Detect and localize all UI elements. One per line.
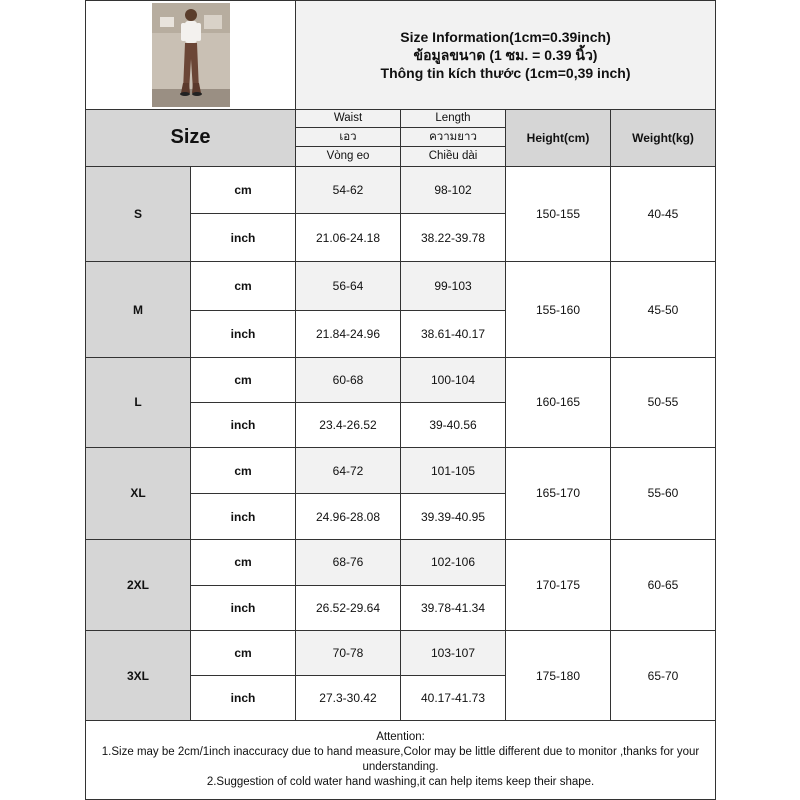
- attention-note: [86, 721, 716, 800]
- height-value: 150-155: [506, 166, 611, 261]
- size-label: 3XL: [86, 631, 191, 721]
- size-column-header: Size: [86, 109, 296, 166]
- height-value: 165-170: [506, 448, 611, 539]
- attention-title: Attention:: [376, 731, 425, 744]
- product-photo: [152, 3, 230, 107]
- size-row-cm: [86, 539, 716, 585]
- length-inch-value: 40.17-41.73: [401, 676, 506, 721]
- length-inch-value: 39-40.56: [401, 402, 506, 447]
- waist-cm-value: 68-76: [296, 539, 401, 585]
- unit-label-inch: inch: [191, 402, 296, 447]
- length-cm-value: 103-107: [401, 631, 506, 676]
- size-row-cm: [86, 166, 716, 213]
- waist-cm-value: 56-64: [296, 262, 401, 310]
- size-label: XL: [86, 448, 191, 539]
- waist-inch-value: 21.06-24.18: [296, 214, 401, 262]
- product-photo-cell: [86, 1, 296, 110]
- waist-inch-value: 24.96-28.08: [296, 494, 401, 539]
- size-label: 2XL: [86, 539, 191, 630]
- size-row-cm: [86, 357, 716, 402]
- height-value: 155-160: [506, 262, 611, 357]
- unit-label-inch: inch: [191, 310, 296, 357]
- length-cm-value: 101-105: [401, 448, 506, 494]
- size-chart-table: [85, 0, 716, 800]
- length-header-vi: Chiều dài: [401, 146, 506, 166]
- waist-header-th: เอว: [296, 127, 401, 146]
- length-cm-value: 102-106: [401, 539, 506, 585]
- size-label: S: [86, 166, 191, 261]
- height-value: 160-165: [506, 357, 611, 447]
- height-value: 175-180: [506, 631, 611, 721]
- length-cm-value: 98-102: [401, 166, 506, 213]
- unit-label-cm: cm: [191, 631, 296, 676]
- waist-inch-value: 21.84-24.96: [296, 310, 401, 357]
- waist-cm-value: 70-78: [296, 631, 401, 676]
- length-inch-value: 39.78-41.34: [401, 585, 506, 630]
- size-info-title-th: ข้อมูลขนาด (1 ซม. = 0.39 นิ้ว): [413, 46, 598, 63]
- unit-label-cm: cm: [191, 357, 296, 402]
- unit-label-cm: cm: [191, 539, 296, 585]
- weight-value: 60-65: [611, 539, 716, 630]
- unit-label-cm: cm: [191, 262, 296, 310]
- unit-label-inch: inch: [191, 494, 296, 539]
- length-inch-value: 38.22-39.78: [401, 214, 506, 262]
- attention-line-1: 1.Size may be 2cm/1inch inaccuracy due to hand measure,Color may be little different due to monitor ,thanks for your understanding.: [101, 746, 700, 774]
- waist-inch-value: 26.52-29.64: [296, 585, 401, 630]
- size-label: M: [86, 262, 191, 357]
- weight-value: 50-55: [611, 357, 716, 447]
- height-value: 170-175: [506, 539, 611, 630]
- size-label: L: [86, 357, 191, 447]
- unit-label-inch: inch: [191, 214, 296, 262]
- length-inch-value: 39.39-40.95: [401, 494, 506, 539]
- size-info-header: [296, 1, 716, 110]
- waist-cm-value: 54-62: [296, 166, 401, 213]
- unit-label-inch: inch: [191, 585, 296, 630]
- waist-header-vi: Vòng eo: [296, 146, 401, 166]
- height-column-header: Height(cm): [506, 109, 611, 166]
- size-info-title-vi: Thông tin kích thước (1cm=0,39 inch): [380, 64, 631, 81]
- waist-header-en: Waist: [296, 109, 401, 127]
- length-header-th: ความยาว: [401, 127, 506, 146]
- weight-value: 65-70: [611, 631, 716, 721]
- waist-cm-value: 60-68: [296, 357, 401, 402]
- length-header-en: Length: [401, 109, 506, 127]
- unit-label-inch: inch: [191, 676, 296, 721]
- attention-line-2: 2.Suggestion of cold water hand washing,it can help items keep their shape.: [206, 776, 595, 789]
- size-row-cm: [86, 631, 716, 676]
- size-info-title-en: Size Information(1cm=0.39inch): [400, 28, 611, 45]
- unit-label-cm: cm: [191, 448, 296, 494]
- waist-inch-value: 23.4-26.52: [296, 402, 401, 447]
- unit-label-cm: cm: [191, 166, 296, 213]
- weight-value: 40-45: [611, 166, 716, 261]
- weight-column-header: Weight(kg): [611, 109, 716, 166]
- weight-value: 55-60: [611, 448, 716, 539]
- size-row-cm: [86, 448, 716, 494]
- waist-cm-value: 64-72: [296, 448, 401, 494]
- length-cm-value: 100-104: [401, 357, 506, 402]
- size-row-cm: [86, 262, 716, 310]
- length-inch-value: 38.61-40.17: [401, 310, 506, 357]
- waist-inch-value: 27.3-30.42: [296, 676, 401, 721]
- weight-value: 45-50: [611, 262, 716, 357]
- length-cm-value: 99-103: [401, 262, 506, 310]
